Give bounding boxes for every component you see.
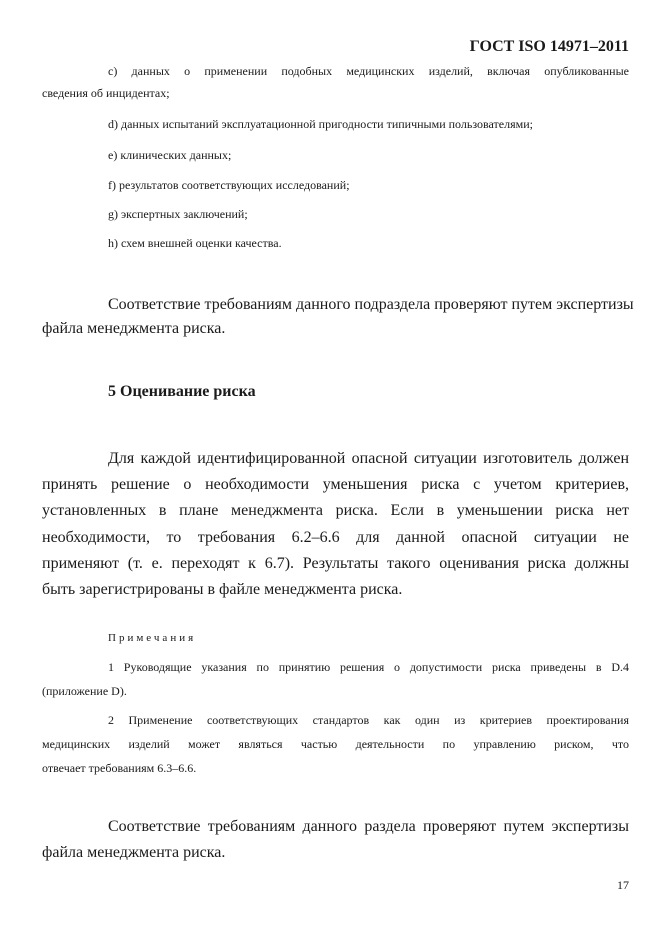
compliance-paragraph-line: Соответствие требованиям данного подраздела проверяют путем экспертизы bbox=[108, 296, 634, 313]
page-number: 17 bbox=[617, 878, 629, 892]
body-paragraph-line: Для каждой идентифицированной опасной ситуации изготовитель должен bbox=[108, 450, 629, 467]
section-title: 5 Оценивание риска bbox=[108, 383, 256, 400]
list-item-g: g) экспертных заключений; bbox=[108, 207, 248, 221]
note-1-line: 1 Руководящие указания по принятию решения о допустимости риска приведены в D.4 bbox=[108, 660, 629, 674]
list-item-c: c) данных о применении подобных медицинских изделий, включая опубликованные bbox=[108, 64, 629, 78]
body-paragraph-line: установленных в плане менеджмента риска. Если в уменьшении риска нет bbox=[42, 502, 629, 519]
body-paragraph-line: необходимости, то требования 6.2–6.6 для данной опасной ситуации не bbox=[42, 529, 629, 546]
list-item-d: d) данных испытаний эксплуатационной пригодности типичными пользователями; bbox=[108, 117, 533, 131]
note-1-line: (приложение D). bbox=[42, 684, 127, 698]
compliance-paragraph-line: Соответствие требованиям данного раздела проверяют путем экспертизы bbox=[108, 818, 629, 835]
compliance-paragraph-line: файла менеджмента риска. bbox=[42, 844, 226, 861]
body-paragraph-line: применяют (т. е. переходят к 6.7). Результаты такого оценивания риска должны bbox=[42, 555, 629, 572]
list-item-c-continuation: сведения об инцидентах; bbox=[42, 86, 170, 100]
document-header: ГОСТ ISO 14971–2011 bbox=[469, 38, 629, 55]
list-item-f: f) результатов соответствующих исследований; bbox=[108, 178, 350, 192]
note-2-line: медицинских изделий может являться частью деятельности по управлению риском, что bbox=[42, 737, 629, 751]
body-paragraph-line: быть зарегистрированы в файле менеджмента риска. bbox=[42, 581, 403, 598]
body-paragraph-line: принять решение о необходимости уменьшения риска с учетом критериев, bbox=[42, 476, 629, 493]
compliance-paragraph-line: файла менеджмента риска. bbox=[42, 320, 226, 337]
list-item-e: e) клинических данных; bbox=[108, 148, 232, 162]
note-2-line: 2 Применение соответствующих стандартов как один из критериев проектирования bbox=[108, 713, 629, 727]
notes-title: Примечания bbox=[108, 632, 197, 644]
note-2-line: отвечает требованиям 6.3–6.6. bbox=[42, 761, 197, 775]
list-item-h: h) схем внешней оценки качества. bbox=[108, 236, 282, 250]
